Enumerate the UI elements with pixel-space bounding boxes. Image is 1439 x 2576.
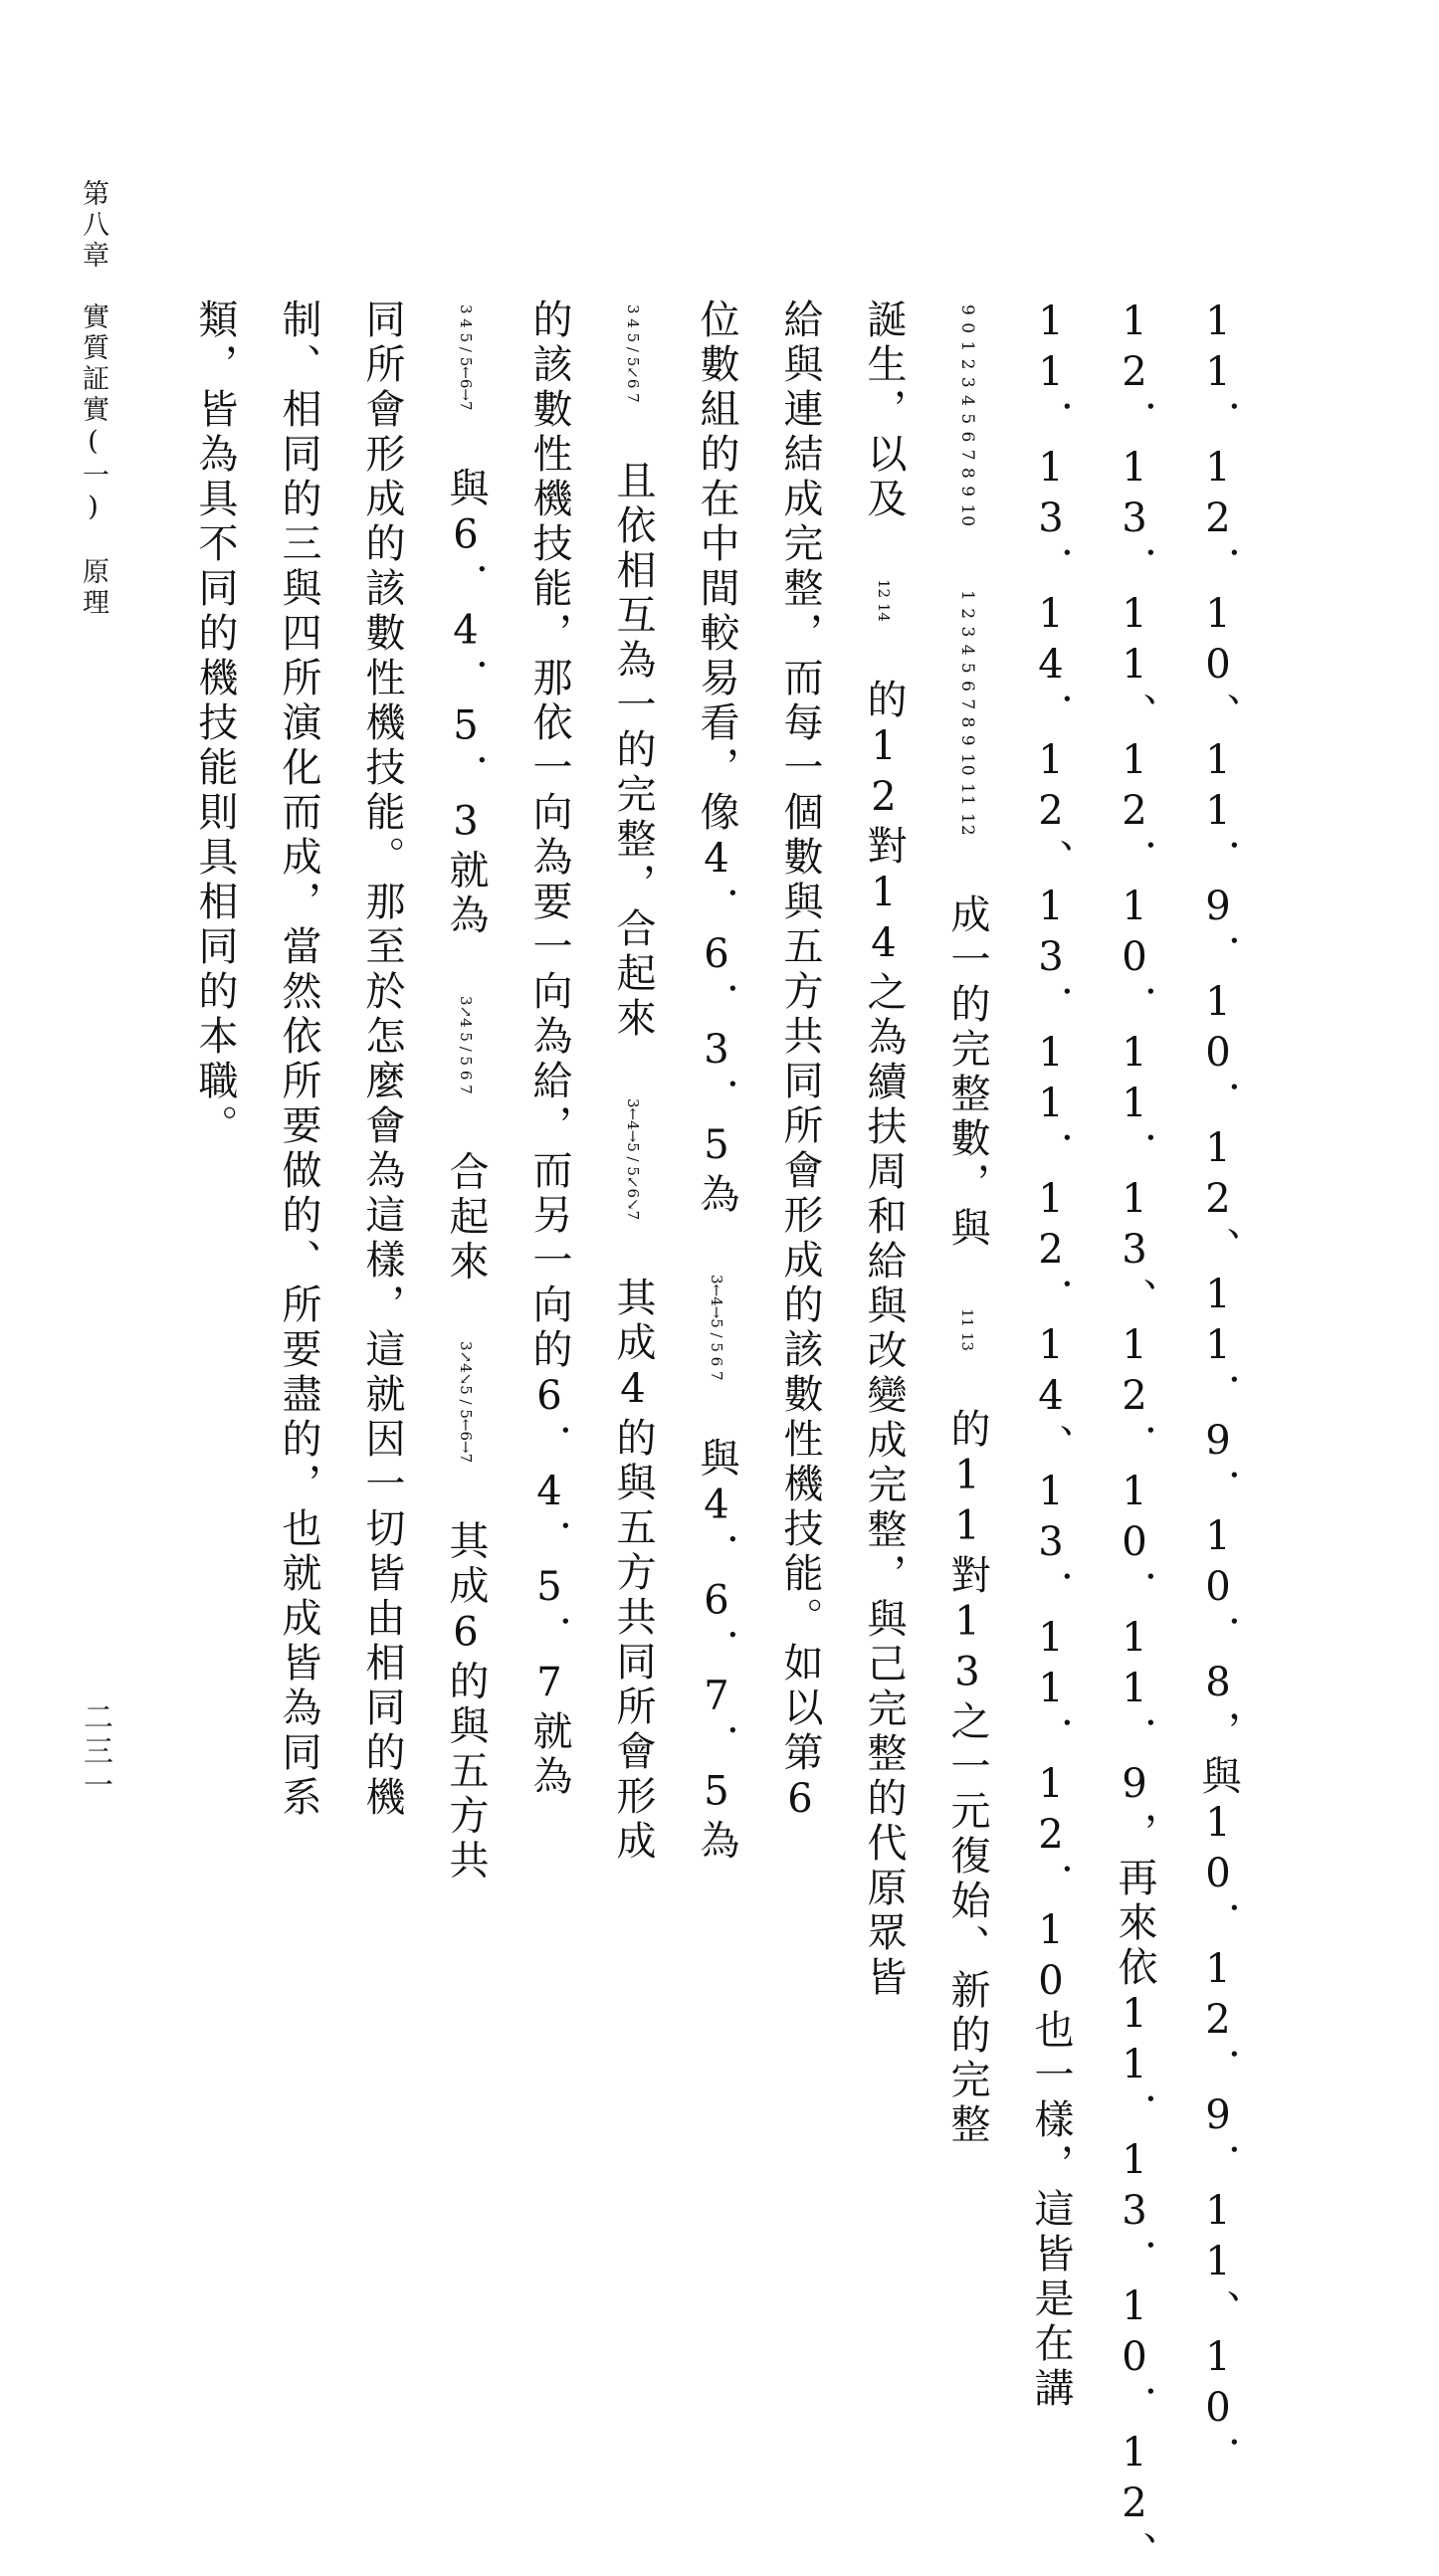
- text-column-5: [842, 298, 925, 2001]
- column-4-rest: 的11對13之一元復始、新的完整: [944, 1407, 990, 2148]
- arrow-diagram-d: 3 4 5 / 5←6→7: [457, 304, 475, 411]
- text-column-6: 給與連結成完整，而每一個數與五方共同所會形成的該數性機技能。如以第6: [777, 298, 823, 1827]
- column-10-a: 與6．4．5．3就為: [443, 467, 489, 939]
- column-10-b: 合起來: [443, 1150, 489, 1286]
- number-sequence-bottom: 1 2 3 4 5 6 7 8 9 10 11 12: [957, 590, 977, 837]
- column-8-start: 且依相互為一的完整，合起來: [610, 459, 656, 1042]
- text-column-12: 制、相同的三與四所演化而成，當然依所要做的、所要盡的，也就成皆為同系: [276, 298, 321, 1821]
- text-column-9: 的該數性機技能，那依一向為要一向為給，而另一向的6．4．5．7就為: [526, 298, 572, 1800]
- text-column-13: 類，皆為具不同的機技能則具相同的本職。: [192, 298, 238, 1149]
- fraction-11-13: 11 13: [958, 1307, 976, 1351]
- arrow-diagram-c: 3←4→5 / 5↙6↘7: [624, 1097, 642, 1220]
- fraction-12-14: 12 14: [875, 579, 893, 622]
- arrow-diagram-e: 3↗4 5 / 5 6 7: [457, 995, 475, 1094]
- column-4-text: 成一的完整數，與: [944, 892, 990, 1252]
- number-sequence-top: 9 0 1 2 3 4 5 6 7 8 9 10: [957, 304, 977, 528]
- column-7-end: 與4．6．7．5為: [694, 1437, 739, 1865]
- arrow-diagram-a: 3←4→5 / 5 6 7: [708, 1275, 725, 1381]
- arrow-diagram-b: 3 4 5 / 5↙6 7: [624, 304, 642, 403]
- text-column-2: 12．13．11、12．10．11．13、12．10．11．9，再來依11．13．10．12、: [1112, 298, 1157, 2576]
- page-number: 二三一: [78, 1701, 112, 1803]
- text-column-8: [591, 298, 675, 1865]
- column-8-end: 其成4的與五方共同所會形成: [610, 1276, 656, 1865]
- text-column-4: [925, 298, 1009, 2148]
- text-column-1: 11．12．10、11．9．10．12、11．9．10．8，與10．12．9．11、10．: [1195, 298, 1241, 2480]
- column-7-start: 位數組的在中間較易看，像4．6．3．5為: [694, 298, 739, 1218]
- running-head: 第八章 實質証實(一) 原理: [78, 179, 108, 619]
- column-5-end: 的12對14之為續扶周和給與改變成完整，與己完整的代原眾皆: [861, 678, 907, 2001]
- text-column-10: [424, 298, 508, 1884]
- body-text: [173, 298, 1260, 2576]
- text-column-7: [675, 298, 758, 1865]
- column-10-c: 其成6的與五方共: [443, 1519, 489, 1884]
- arrow-diagram-f: 3↗4↘5 / 5←6→7: [457, 1341, 475, 1464]
- text-column-3: 11．13．14．12、13．11．12．14、13．11．12．10也一樣，這皆是在講: [1028, 298, 1074, 2412]
- column-5-start: 誕生，以及: [861, 298, 907, 522]
- text-column-11: 同所會形成的該數性機技能。那至於怎麼會為這樣，這就因一切皆由相同的機: [359, 298, 405, 1821]
